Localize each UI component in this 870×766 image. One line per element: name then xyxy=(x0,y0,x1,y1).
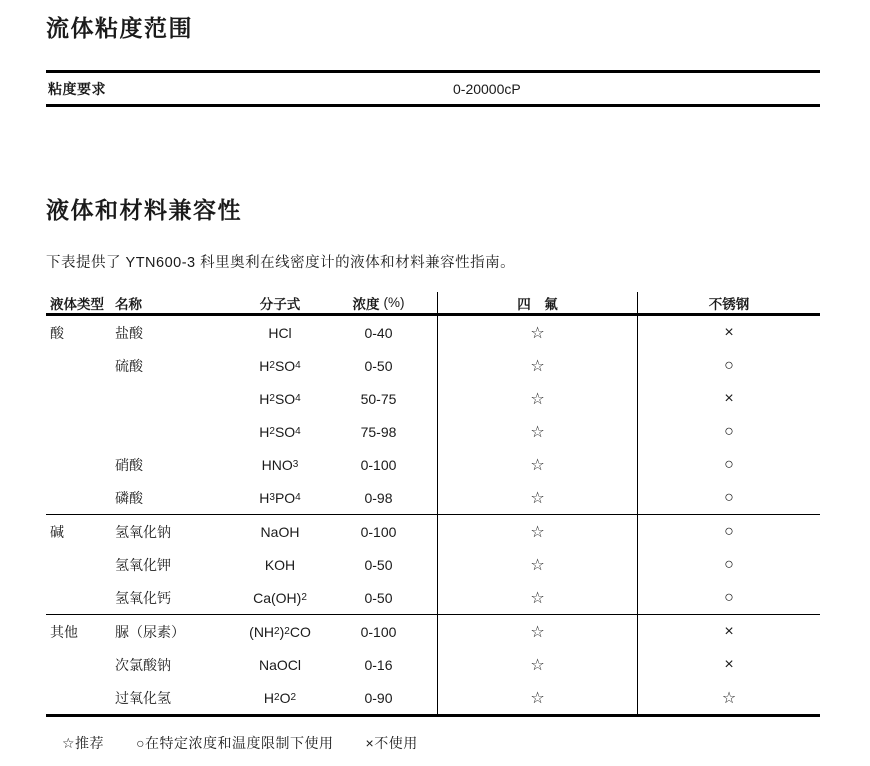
compatibility-table-header xyxy=(46,292,820,316)
table-row xyxy=(46,481,820,514)
cell-concentration: 0-100 xyxy=(360,523,397,540)
cell-formula: H 3 PO 4 xyxy=(259,489,301,506)
viscosity-requirement-value: 0-20000cP xyxy=(453,80,521,97)
cell-formula: Ca(OH) 2 xyxy=(253,589,307,606)
cell-ptfe-rating: ☆ xyxy=(437,448,637,481)
cell-liquid-type xyxy=(46,548,110,581)
cell-steel-rating: × xyxy=(637,615,820,648)
cell-concentration: 50-75 xyxy=(360,390,397,407)
cell-ptfe-rating: ☆ xyxy=(437,548,637,581)
table-row xyxy=(46,681,820,714)
cell-liquid-type xyxy=(46,448,110,481)
table-row xyxy=(46,615,820,648)
cell-ptfe-rating: ☆ xyxy=(437,316,637,349)
table-row xyxy=(46,415,820,448)
cell-formula: NaOCl xyxy=(258,656,301,673)
header-liquid-type: 液体类型 xyxy=(50,296,104,312)
cell-name: 磷酸 xyxy=(115,489,143,506)
cell-liquid-type xyxy=(46,481,110,514)
cell-formula: HNO 3 xyxy=(261,456,299,473)
cell-steel-rating: × xyxy=(637,648,820,681)
cell-name: 过氧化氢 xyxy=(115,689,171,706)
header-formula: 分子式 xyxy=(259,296,301,312)
cell-name: 氢氧化钙 xyxy=(115,589,171,606)
cell-liquid-type xyxy=(46,382,110,415)
table-row xyxy=(46,515,820,548)
cell-ptfe-rating: ☆ xyxy=(437,581,637,614)
cell-liquid-type xyxy=(46,581,110,614)
cell-formula: (NH 2 ) 2 CO xyxy=(249,623,311,640)
header-concentration-unit: (%) xyxy=(383,295,405,310)
cell-liquid-type xyxy=(46,648,110,681)
cell-formula: HCl xyxy=(268,324,292,341)
cell-liquid-type xyxy=(46,415,110,448)
cell-formula: NaOH xyxy=(260,523,300,540)
cell-ptfe-rating: ☆ xyxy=(437,648,637,681)
legend-limited-use: ○在特定浓度和温度限制下使用 xyxy=(136,735,334,751)
legend-recommended: ☆推荐 xyxy=(62,735,105,751)
cell-steel-rating: ○ xyxy=(637,515,820,548)
cell-concentration: 0-90 xyxy=(364,689,393,706)
cell-formula: H 2 SO 4 xyxy=(259,423,301,440)
header-name: 名称 xyxy=(115,296,142,312)
cell-formula: KOH xyxy=(264,556,296,573)
cell-concentration: 0-100 xyxy=(360,623,397,640)
cell-name: 盐酸 xyxy=(115,324,143,341)
compat-table-body xyxy=(46,316,820,714)
cell-name: 次氯酸钠 xyxy=(115,656,171,673)
cell-steel-rating: ○ xyxy=(637,481,820,514)
table-row xyxy=(46,316,820,349)
compatibility-intro-text: 下表提供了 YTN600-3 科里奥利在线密度计的液体和材料兼容性指南。 xyxy=(46,255,516,271)
table-group xyxy=(46,514,820,614)
cell-steel-rating: × xyxy=(637,382,820,415)
cell-concentration: 0-98 xyxy=(364,489,393,506)
viscosity-requirement-label: 粘度要求 xyxy=(48,80,106,97)
cell-ptfe-rating: ☆ xyxy=(437,382,637,415)
cell-concentration: 0-100 xyxy=(360,456,397,473)
cell-liquid-type xyxy=(46,681,110,714)
cell-ptfe-rating: ☆ xyxy=(437,349,637,382)
cell-name: 硫酸 xyxy=(115,357,143,374)
cell-ptfe-rating: ☆ xyxy=(437,481,637,514)
cell-formula: H 2 O 2 xyxy=(263,689,297,706)
cell-name xyxy=(110,415,240,448)
table-row xyxy=(46,382,820,415)
legend-not-used: ×不使用 xyxy=(365,735,418,751)
cell-name: 氢氧化钾 xyxy=(115,556,171,573)
legend xyxy=(62,733,870,753)
cell-steel-rating: ○ xyxy=(637,548,820,581)
table-group xyxy=(46,614,820,714)
cell-name: 脲（尿素） xyxy=(115,623,185,640)
table-row xyxy=(46,548,820,581)
cell-formula: H 2 SO 4 xyxy=(259,390,301,407)
cell-liquid-type: 酸 xyxy=(50,324,64,341)
cell-name: 氢氧化钠 xyxy=(115,523,171,540)
header-concentration-label: 浓度 xyxy=(352,296,380,312)
header-ptfe: 四 氟 xyxy=(437,292,637,313)
cell-steel-rating: ○ xyxy=(637,581,820,614)
cell-ptfe-rating: ☆ xyxy=(437,515,637,548)
table-row xyxy=(46,349,820,382)
cell-concentration: 0-50 xyxy=(364,589,393,606)
table-row xyxy=(46,581,820,614)
cell-steel-rating: ○ xyxy=(637,415,820,448)
table-group xyxy=(46,316,820,514)
header-stainless-steel: 不锈钢 xyxy=(637,292,820,313)
cell-ptfe-rating: ☆ xyxy=(437,415,637,448)
cell-ptfe-rating: ☆ xyxy=(437,681,637,714)
page-title-viscosity: 流体粘度范围 xyxy=(46,15,193,41)
cell-concentration: 0-50 xyxy=(364,357,393,374)
table-row xyxy=(46,448,820,481)
cell-formula: H 2 SO 4 xyxy=(259,357,301,374)
cell-concentration: 75-98 xyxy=(360,423,397,440)
viscosity-table xyxy=(46,70,820,107)
cell-liquid-type: 其他 xyxy=(50,623,78,640)
cell-name xyxy=(110,382,240,415)
compatibility-table xyxy=(46,292,820,717)
cell-steel-rating: × xyxy=(637,316,820,349)
cell-steel-rating: ○ xyxy=(637,349,820,382)
cell-concentration: 0-40 xyxy=(364,324,393,341)
cell-concentration: 0-50 xyxy=(364,556,393,573)
cell-ptfe-rating: ☆ xyxy=(437,615,637,648)
header-concentration xyxy=(320,292,437,313)
cell-liquid-type xyxy=(46,349,110,382)
cell-concentration: 0-16 xyxy=(364,656,393,673)
cell-liquid-type: 碱 xyxy=(50,523,64,540)
cell-name: 硝酸 xyxy=(115,456,143,473)
cell-steel-rating: ○ xyxy=(637,448,820,481)
table-row xyxy=(46,648,820,681)
cell-steel-rating: ☆ xyxy=(637,681,820,714)
page-title-compatibility: 液体和材料兼容性 xyxy=(46,197,242,223)
